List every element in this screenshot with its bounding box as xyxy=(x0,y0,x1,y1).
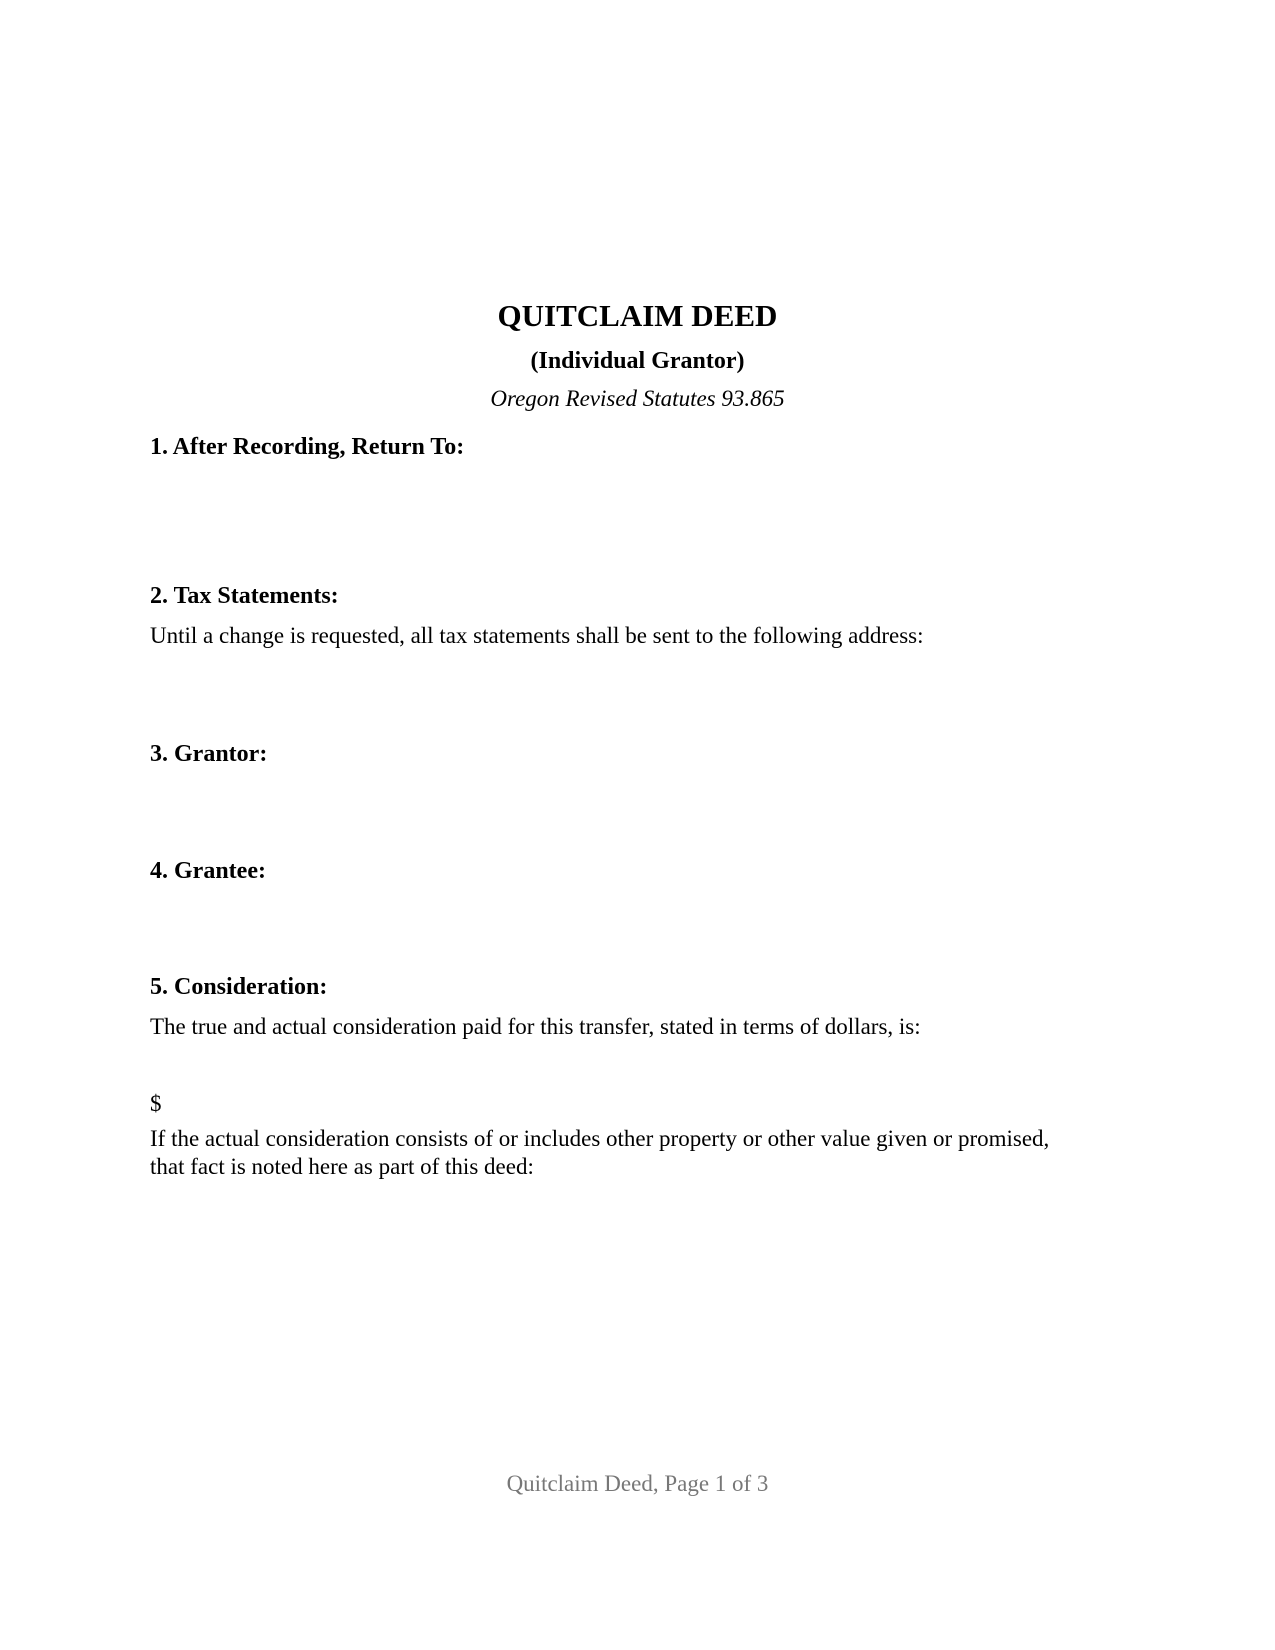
page-footer: Quitclaim Deed, Page 1 of 3 xyxy=(506,1471,769,1496)
consideration-text: The true and actual consideration paid for this transfer, stated in terms of dollars, is: xyxy=(150,1014,921,1039)
other-value-text: If the actual consideration consists of or includes other property or other value given or promised, that fact is noted here as part of this deed: xyxy=(150,1126,1050,1179)
section-grantor-heading: 3. Grantor: xyxy=(150,741,268,767)
document-title: QUITCLAIM DEED xyxy=(497,298,778,333)
section-tax-statements-heading: 2. Tax Statements: xyxy=(150,583,339,609)
statute-reference: Oregon Revised Statutes 93.865 xyxy=(490,386,785,411)
section-grantee-heading: 4. Grantee: xyxy=(150,858,266,884)
tax-statements-text: Until a change is requested, all tax statements shall be sent to the following address: xyxy=(150,623,924,648)
document-subtitle: (Individual Grantor) xyxy=(530,348,745,374)
section-consideration-heading: 5. Consideration: xyxy=(150,974,328,1000)
section-return-to-heading: 1. After Recording, Return To: xyxy=(150,434,465,460)
consideration-dollar-sign: $ xyxy=(150,1091,162,1116)
